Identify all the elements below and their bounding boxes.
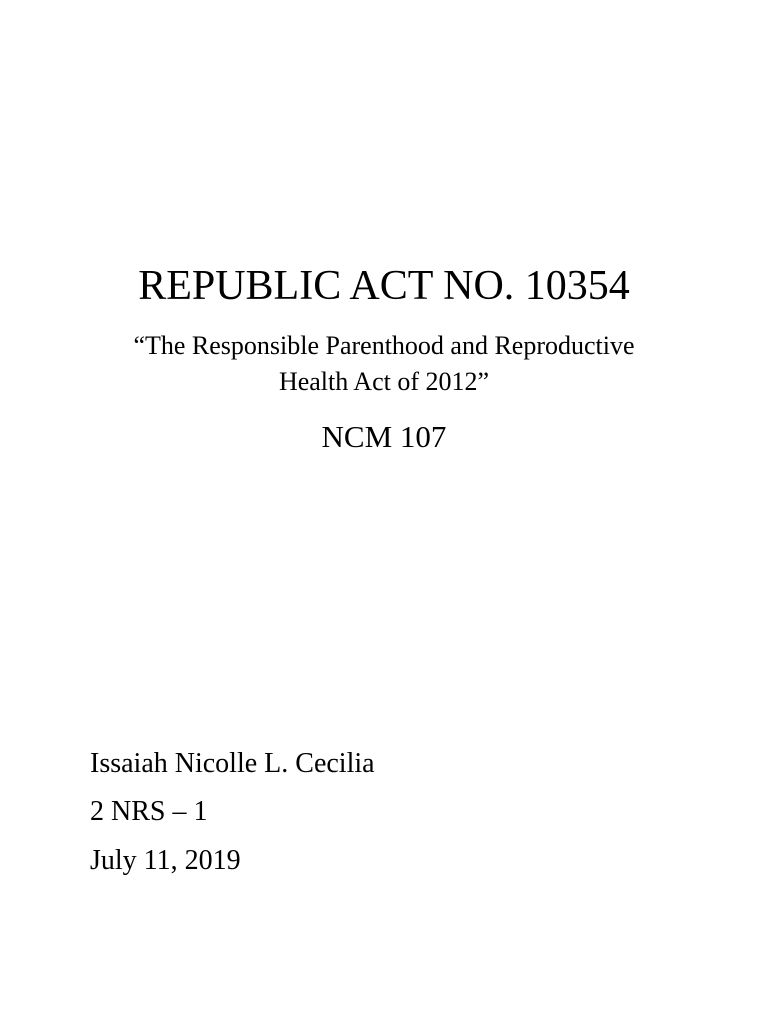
- subtitle-line-2: Health Act of 2012”: [278, 367, 490, 396]
- class-section: 2 NRS – 1: [90, 796, 208, 827]
- subtitle-line-1: “The Responsible Parenthood and Reproductive: [133, 331, 635, 360]
- author-name: Issaiah Nicolle L. Cecilia: [90, 748, 375, 779]
- course-code: NCM 107: [321, 419, 447, 454]
- submission-date: July 11, 2019: [90, 845, 241, 876]
- document-subtitle: [60, 328, 708, 400]
- document-title: REPUBLIC ACT NO. 10354: [138, 263, 630, 309]
